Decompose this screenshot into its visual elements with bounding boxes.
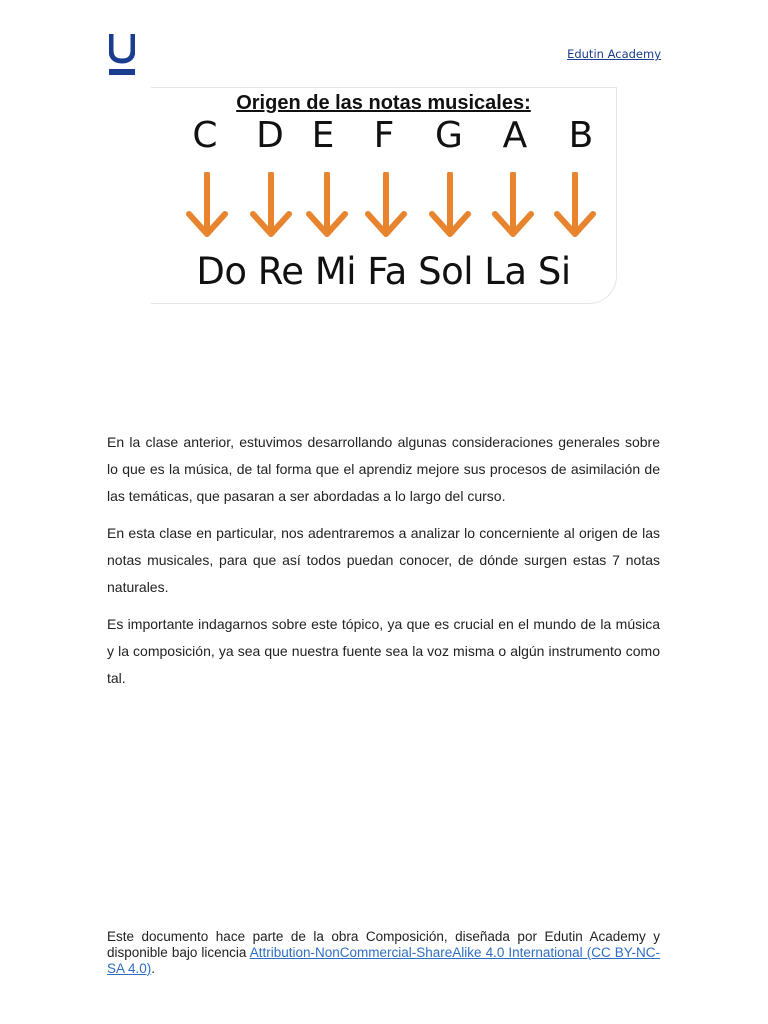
note-do: Do bbox=[196, 250, 247, 293]
down-arrow-icon bbox=[553, 172, 597, 238]
note-fa: Fa bbox=[367, 250, 407, 293]
note-mi: Mi bbox=[314, 250, 357, 293]
license-link[interactable]: Attribution-NonCommercial-ShareAlike 4.0 International (CC BY-NC-SA 4.0) bbox=[107, 945, 660, 976]
down-arrow-icon bbox=[428, 172, 472, 238]
paragraph: Es importante indagarnos sobre este tópico, ya que es crucial en el mundo de la música y la composición, ya sea que nuestra fuente sea la voz misma o algún instrumento como tal. bbox=[107, 616, 660, 686]
edutin-logo-icon bbox=[109, 34, 135, 76]
arrows-row bbox=[151, 172, 616, 238]
edutin-academy-link[interactable]: Edutin Academy bbox=[567, 47, 661, 61]
down-arrow-icon bbox=[491, 172, 535, 238]
down-arrow-icon bbox=[364, 172, 408, 238]
letter-e: E bbox=[311, 115, 335, 156]
footer-text: Este documento hace parte de la obra Composición, diseñada por Edutin Academy y disponible bajo licencia bbox=[107, 929, 660, 960]
down-arrow-icon bbox=[249, 172, 293, 238]
down-arrow-icon bbox=[185, 172, 229, 238]
letters-row bbox=[151, 114, 616, 158]
letter-d: D bbox=[256, 115, 284, 156]
letter-f: F bbox=[373, 115, 395, 156]
footer-end: . bbox=[151, 961, 156, 976]
letter-c: C bbox=[192, 115, 218, 156]
note-re: Re bbox=[257, 250, 304, 293]
letter-a: A bbox=[502, 115, 528, 156]
paragraph: En esta clase en particular, nos adentraremos a analizar lo concerniente al origen de las notas musicales, para que así todos puedan conocer, de dónde surgen estas 7 notas naturales. bbox=[107, 525, 660, 595]
paragraph: En la clase anterior, estuvimos desarrollando algunas consideraciones generales sobre lo que es la música, de tal forma que el aprendiz mejore sus procesos de asimilación de las temáticas, que pasaran a ser abordadas a lo largo del curso. bbox=[107, 434, 660, 504]
license-footer bbox=[107, 929, 660, 977]
notes-row bbox=[151, 248, 616, 296]
letter-g: G bbox=[435, 115, 463, 156]
letter-b: B bbox=[568, 115, 594, 156]
figure-title: Origen de las notas musicales: bbox=[236, 92, 531, 114]
note-sol: Sol bbox=[418, 250, 474, 293]
notes-line bbox=[151, 248, 616, 296]
note-la: La bbox=[484, 250, 527, 293]
musical-notes-figure bbox=[151, 87, 617, 304]
note-si: Si bbox=[537, 250, 571, 293]
down-arrow-icon bbox=[305, 172, 349, 238]
body-text bbox=[107, 429, 660, 702]
